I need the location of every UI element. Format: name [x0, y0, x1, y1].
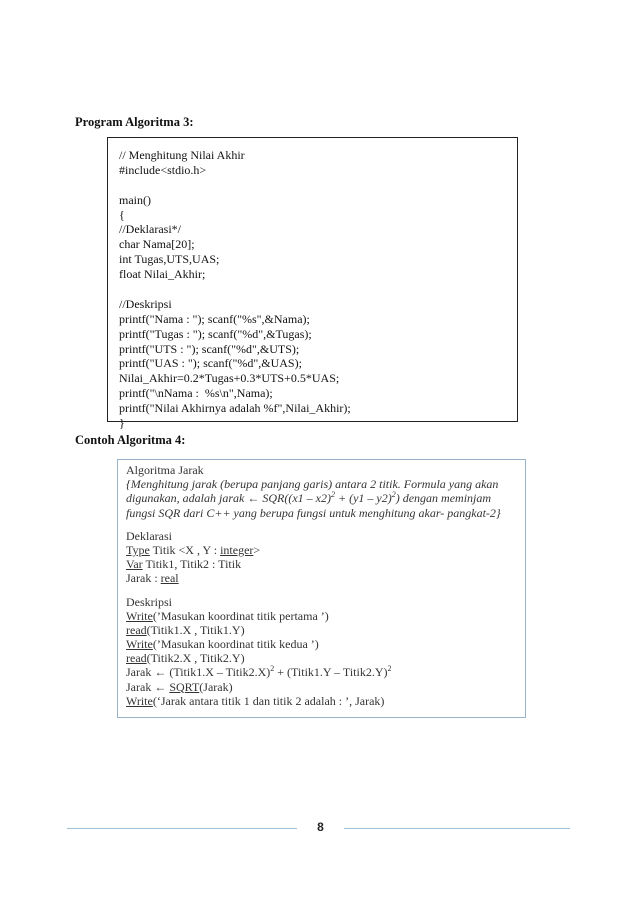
code-line: float Nilai_Akhir;: [119, 267, 206, 282]
code-line: [119, 282, 517, 297]
code-line: printf("Tugas : "); scanf("%d",&Tugas);: [119, 326, 312, 341]
algo-type-line: Type Titik <X , Y : integer>: [126, 542, 261, 557]
algo-jarak-decl: Jarak : real: [126, 571, 179, 586]
code-listing-box: [107, 137, 518, 431]
heading-program-algoritma-3: Program Algoritma 3:: [75, 115, 194, 129]
code-line: {: [119, 207, 125, 222]
algo-write-line: Write(’Masukan koordinat titik kedua ’): [126, 637, 319, 652]
algo-var-line: Var Titik1, Titik2 : Titik: [126, 557, 242, 572]
code-line: printf("UAS : "); scanf("%d",&UAS);: [119, 356, 302, 371]
footer-rule-right: [344, 828, 570, 829]
code-line: // Menghitung Nilai Akhir: [119, 148, 245, 162]
code-line: printf("Nama : "); scanf("%s",&Nama);: [119, 311, 310, 326]
code-line: char Nama[20];: [119, 237, 195, 252]
code-line: printf("UTS : "); scanf("%d",&UTS);: [119, 341, 300, 356]
code-line: printf("\nNama : %s\n",Nama);: [119, 386, 273, 401]
algo-write-line: Write(’Masukan koordinat titik pertama ’): [126, 608, 329, 623]
algo-comment-line: fungsi SQR dari C++ yang berupa fungsi untuk menghitung akar- pangkat-2}: [126, 505, 501, 520]
code-line: printf("Nilai Akhirnya adalah %f",Nilai_Akhir);: [119, 401, 351, 416]
algorithm-image-box: [117, 459, 526, 718]
algo-read-line: read(Titik1.X , Titik1.Y): [126, 622, 245, 637]
algo-sqrt-line: Jarak ← SQRT(Jarak): [126, 679, 233, 694]
code-line: main(): [119, 192, 151, 207]
algo-comment-line: {Menghitung jarak (berupa panjang garis) antara 2 titik. Formula yang akan: [126, 477, 499, 492]
code-line: [119, 178, 517, 193]
algo-section-deskripsi: Deskripsi: [126, 594, 172, 609]
code-line: //Deskripsi: [119, 296, 172, 311]
algo-calc-line: Jarak ← (Titik1.X – Titik2.X)$^2$ + (Titik1.Y – Titik2.Y)$^2$: [126, 664, 392, 680]
heading-contoh-algoritma-4: Contoh Algoritma 4:: [75, 433, 186, 447]
algo-title: Algoritma Jarak: [126, 463, 204, 477]
code-line: #include<stdio.h>: [119, 162, 207, 177]
code-line: int Tugas,UTS,UAS;: [119, 252, 220, 267]
code-line: //Deklarasi*/: [119, 222, 181, 237]
code-line: Nilai_Akhir=0.2*Tugas+0.3*UTS+0.5*UAS;: [119, 371, 340, 386]
footer-rule-left: [67, 828, 297, 829]
algo-comment-line: digunakan, adalah jarak ← SQR((x1 – x2)$^2$ + (y1 – y2)$^2$) dengan meminjam: [126, 490, 492, 506]
page-number: 8: [317, 820, 324, 834]
algo-read-line: read(Titik2.X , Titik2.Y): [126, 651, 245, 666]
code-line: }: [119, 416, 125, 431]
algo-write-line: Write(‘Jarak antara titik 1 dan titik 2 adalah : ’, Jarak): [126, 693, 385, 708]
algo-section-deklarasi: Deklarasi: [126, 528, 172, 543]
